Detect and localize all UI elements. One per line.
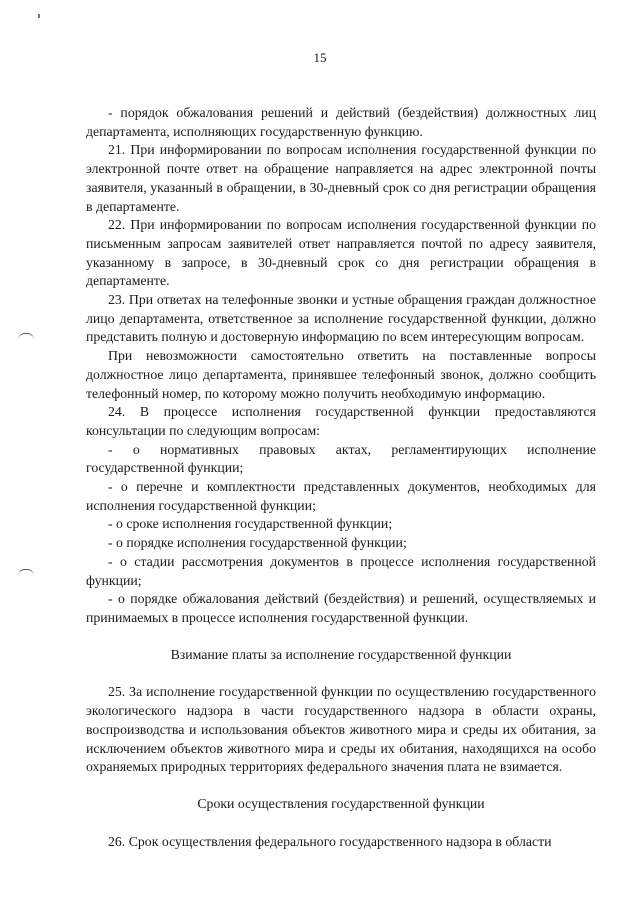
paragraph: 26. Срок осуществления федерального государственного надзора в области (108, 833, 552, 849)
paragraph: 22. При информировании по вопросам исполнения государственной функции по письменным запросам заявителей ответ направляется почтой по адресу заявителя, указанному в запросе, в 30-дневный срок со дня регистрации обращения в департаменте. (86, 217, 596, 289)
paragraph: 24. В процессе исполнения государственной функции предоставляются консультации по следующим вопросам: (86, 404, 596, 438)
section-heading: Взимание платы за исполнение государственной функции (170, 646, 512, 662)
margin-mark (18, 333, 34, 340)
paragraph: - о нормативных правовых актах, регламентирующих исполнение государственной функции; (86, 441, 596, 476)
document-body (86, 104, 596, 851)
paragraph: 25. За исполнение государственной функции по осуществлению государственного экологического надзора в части государственного надзора в области охраны, воспроизводства и использования объектов животного мира и среды их обитания, за исключением объектов животного мира и среды их обитания, находящихся на особо охраняемых природных территориях федерального значения плата не взимается. (86, 684, 596, 775)
paragraph: 23. При ответах на телефонные звонки и устные обращения граждан должностное лицо департамента, ответственное за исполнение государственной функции, должно представить полную и достоверную информацию по всем интересующим вопросам. (86, 292, 596, 345)
paragraph: - порядок обжалования решений и действий (бездействия) должностных лиц департамента, исполняющих государственную функцию. (86, 105, 596, 139)
section-heading: Сроки осуществления государственной функции (197, 795, 485, 811)
paragraph: - о стадии рассмотрения документов в процессе исполнения государственной функции; (86, 553, 596, 588)
paragraph: - о перечне и комплектности представленных документов, необходимых для исполнения государственной функции; (86, 479, 596, 513)
paragraph: - о сроке исполнения государственной функции; (108, 516, 393, 532)
paragraph: 21. При информировании по вопросам исполнения государственной функции по электронной почте ответ на обращение направляется на адрес электронной почты заявителя, указанный в обращении, в 30-дневный срок со дня регистрации обращения в департаменте. (86, 142, 596, 214)
margin-mark (18, 569, 34, 576)
page-number: 15 (313, 50, 327, 65)
paragraph: - о порядке обжалования действий (бездействия) и решений, осуществляемых и принимаемых в процессе исполнения государственной функции. (86, 591, 596, 625)
paragraph: При невозможности самостоятельно ответить на поставленные вопросы должностное лицо департамента, принявшее телефонный звонок, должно сообщить телефонный номер, по которому можно получить необходимую информацию. (86, 348, 596, 401)
scan-mark (38, 14, 40, 18)
paragraph: - о порядке исполнения государственной функции; (108, 535, 407, 551)
